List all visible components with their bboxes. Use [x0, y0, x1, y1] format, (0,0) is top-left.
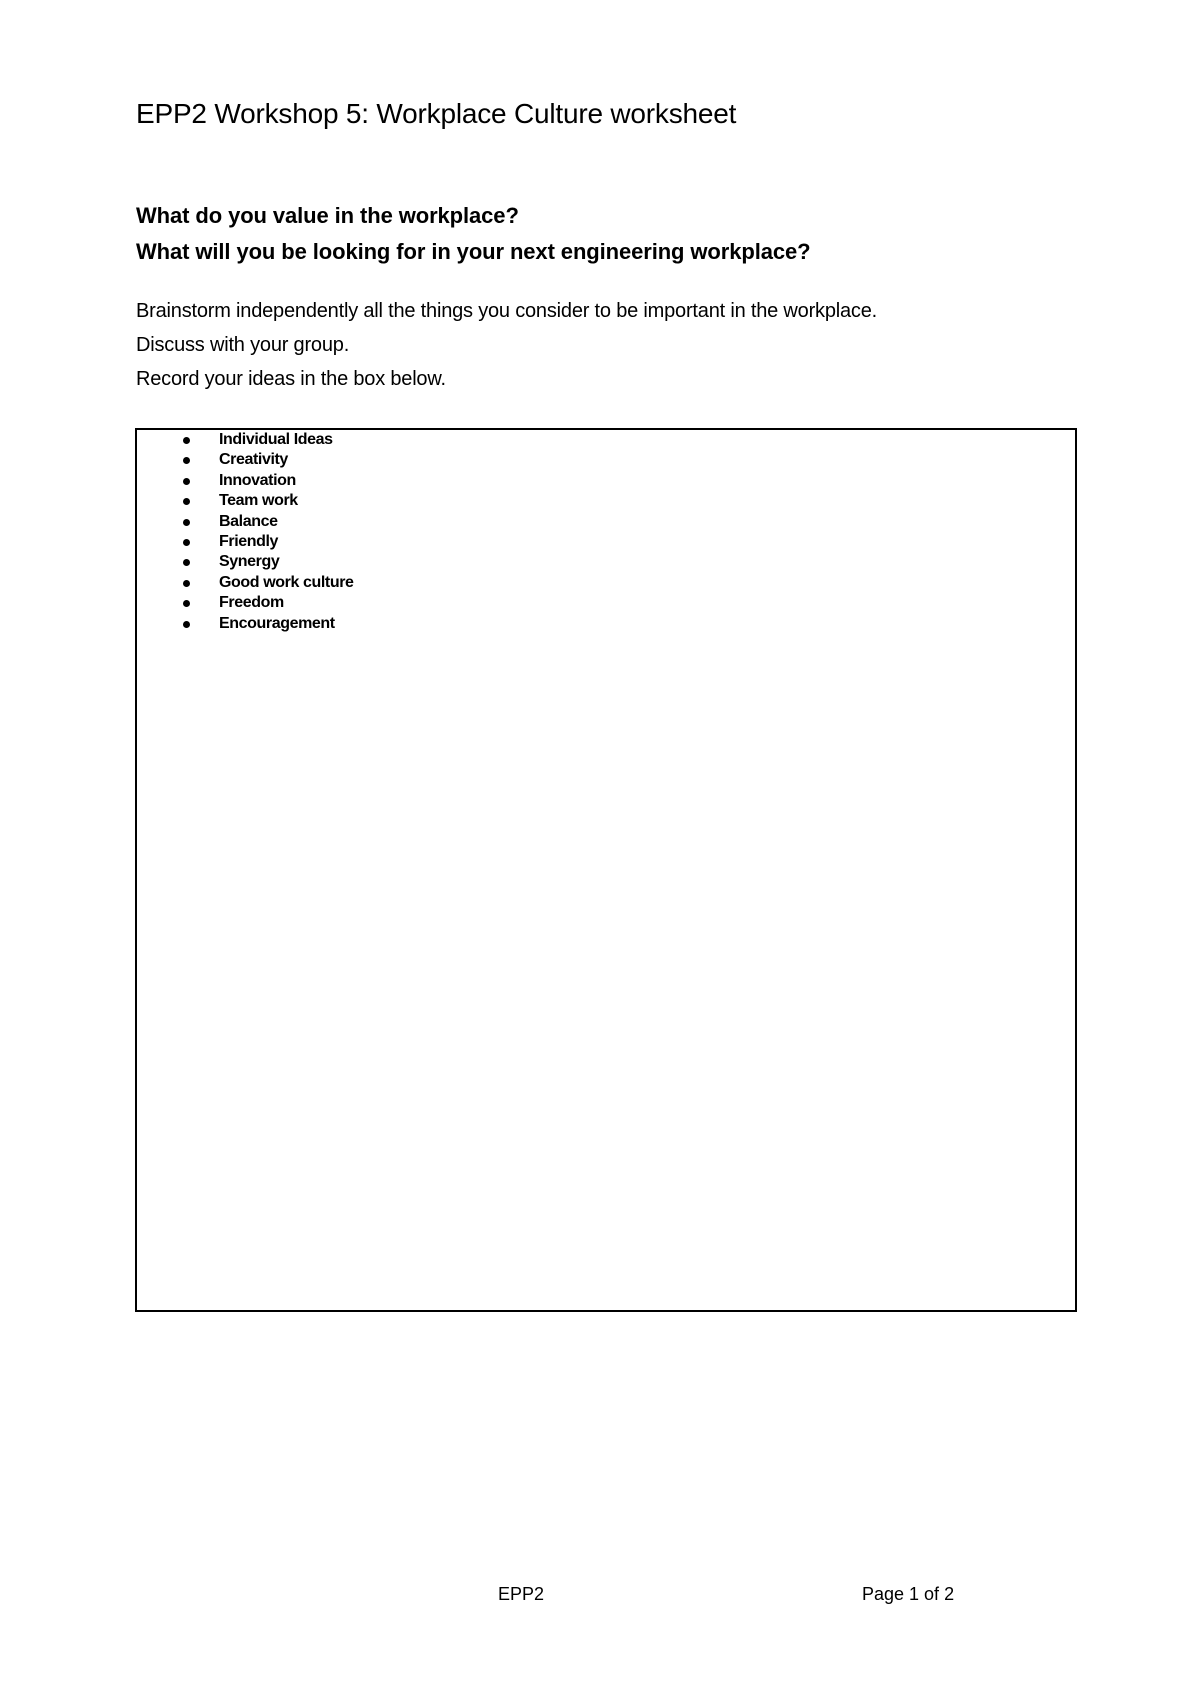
page-title: EPP2 Workshop 5: Workplace Culture worksheet: [136, 98, 737, 129]
bullet-icon: [183, 478, 190, 485]
bullet-icon: [183, 539, 190, 546]
list-item: [183, 573, 354, 593]
instruction-brainstorm: Brainstorm independently all the things you consider to be important in the workplace.: [136, 300, 878, 322]
ideas-list: [183, 430, 354, 634]
list-item: [183, 491, 354, 511]
list-item: [183, 471, 354, 491]
instruction-discuss: Discuss with your group.: [136, 334, 350, 356]
list-item: [183, 614, 354, 634]
idea-text: Individual Ideas: [219, 431, 333, 448]
idea-text: Creativity: [219, 451, 288, 469]
bullet-icon: [183, 580, 190, 587]
instruction-record: Record your ideas in the box below.: [136, 368, 446, 390]
bullet-icon: [183, 600, 190, 607]
list-item: [183, 552, 354, 572]
question-block: [136, 198, 1096, 270]
idea-text: Team work: [219, 492, 298, 510]
list-item: [183, 532, 354, 552]
bullet-icon: [183, 519, 190, 526]
idea-text: Encouragement: [219, 614, 335, 632]
bullet-icon: [183, 559, 190, 566]
question-values: What do you value in the workplace?: [136, 203, 519, 228]
page-number: Page 1 of 2: [862, 1584, 955, 1604]
list-item: [183, 430, 354, 450]
bullet-icon: [183, 457, 190, 464]
bullet-icon: [183, 437, 190, 444]
instruction-block: [136, 294, 1096, 396]
question-next-workplace: What will you be looking for in your next engineering workplace?: [136, 239, 811, 264]
bullet-icon: [183, 498, 190, 505]
footer-label: EPP2: [498, 1584, 545, 1604]
list-item: [183, 593, 354, 613]
list-item: [183, 512, 354, 532]
ideas-box: [135, 428, 1077, 1312]
idea-text: Good work culture: [219, 573, 354, 591]
bullet-icon: [183, 621, 190, 628]
idea-text: Innovation: [219, 471, 296, 489]
idea-text: Freedom: [219, 594, 284, 612]
list-item: [183, 450, 354, 470]
idea-text: Balance: [219, 512, 278, 530]
idea-text: Friendly: [219, 532, 279, 550]
idea-text: Synergy: [219, 553, 280, 571]
